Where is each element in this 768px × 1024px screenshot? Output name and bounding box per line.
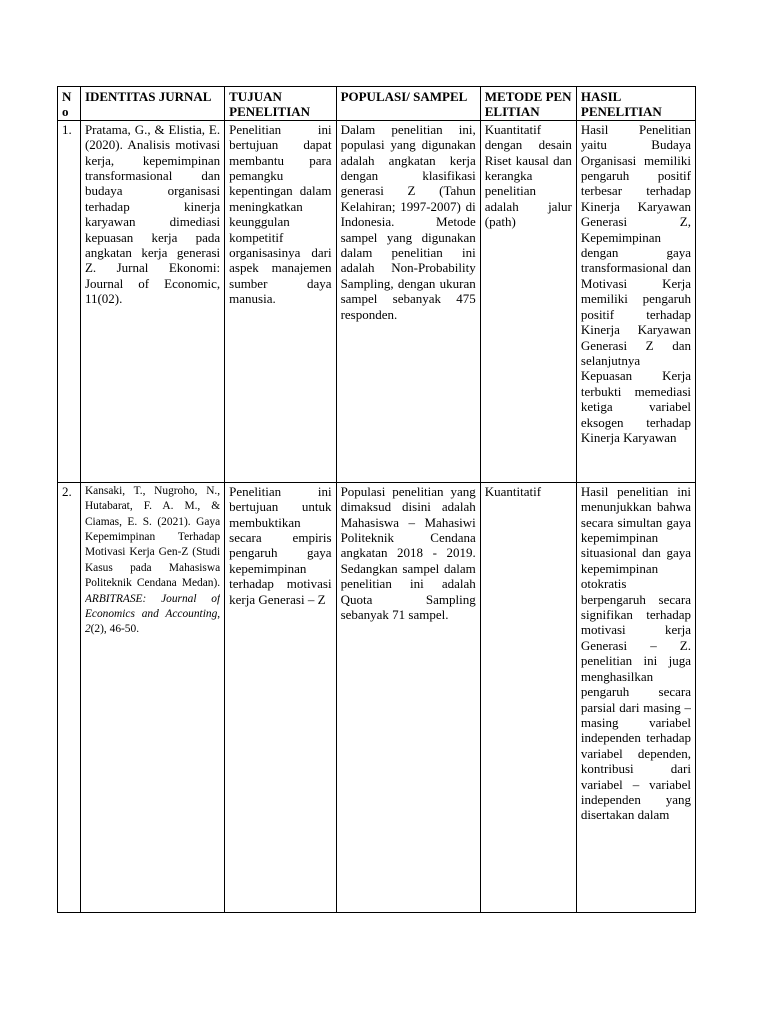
cell-identitas-jurnal	[80, 120, 224, 482]
identitas-citation	[85, 484, 220, 638]
metode-text: Kuantitatif dengan desain Riset kausal dan kerangka penelitian adalah jalur (path)	[484, 121, 572, 230]
tujuan-text: Penelitian ini bertujuan dapat membantu para pemangku kepentingan dalam meningkatkan keunggulan kompetitif organisasinya dari aspek manajemen sumber daya manusia.	[229, 121, 332, 307]
identitas-citation-tail: , 2(2), 46-50.	[84, 608, 221, 636]
cell-tujuan-penelitian	[225, 120, 336, 482]
identitas-text: Pratama, G., & Elistia, E. (2020). Analisis motivasi kerja, kepemimpinan transformasional dan budaya organisasi terhadap kinerja karyawan dimediasi kepuasan kerja pada angkatan kerja generasi Z. Jurnal Ekonomi: Journal of Economic, 11(02).	[84, 121, 221, 307]
identitas-journal-name: ARBITRASE: Journal of Economics and Accounting	[84, 592, 221, 621]
tujuan-text: Penelitian ini bertujuan untuk membuktikan secara empiris pengaruh gaya kepemimpinan terhadap motivasi kerja Generasi – Z	[229, 483, 332, 607]
journal-review-table	[57, 86, 696, 913]
header-identitas-jurnal: IDENTITAS JURNAL	[80, 87, 224, 121]
identitas-citation-main: Kansaki, T., Nugroho, N., Hutabarat, F. A. M., & Ciamas, E. S. (2021). Gaya Kepemimpinan Terhadap Motivasi Kerja Gen-Z (Studi Kasus pada Mahasiswa Politeknik Cendana Medan).	[84, 484, 221, 590]
row-number	[58, 482, 81, 912]
header-metode-penelitian: METODE PENELITIAN	[480, 87, 576, 121]
cell-hasil-penelitian	[576, 482, 695, 912]
row-number	[58, 120, 81, 482]
cell-metode-penelitian	[480, 120, 576, 482]
row-number-text: 2.	[62, 483, 72, 499]
cell-metode-penelitian	[480, 482, 576, 912]
header-no: No	[58, 87, 81, 121]
populasi-text: Dalam penelitian ini, populasi yang digunakan adalah angkatan kerja dengan klasifikasi generasi Z (Tahun Kelahiran; 1997-2007) di Indonesia. Metode sampel yang digunakan dalam penelitian ini adalah Non-Probability Sampling, dengan ukuran sampel sebanyak 475 responden.	[340, 121, 476, 322]
hasil-text: Hasil Penelitian yaitu Budaya Organisasi memiliki pengaruh positif terbesar terhadap Kinerja Karyawan Generasi Z, Kepemimpinan dengan gaya transformasional dan Motivasi Kerja memiliki pengaruh positif terhadap Kinerja Karyawan Generasi Z dan selanjutnya Kepuasan Kerja terbukti memediasi ketiga variabel eksogen terhadap Kinerja Karyawan	[580, 121, 691, 445]
cell-tujuan-penelitian	[225, 482, 336, 912]
header-populasi-sampel: POPULASI/ SAMPEL	[336, 87, 480, 121]
identitas-volume: 2	[84, 623, 91, 636]
cell-populasi-sampel	[336, 482, 480, 912]
table-row	[58, 482, 696, 912]
header-tujuan-penelitian: TUJUAN PENELITIAN	[225, 87, 336, 121]
populasi-text: Populasi penelitian yang dimaksud disini adalah Mahasiswa – Mahasiwi Politeknik Cendana angkatan 2018 - 2019. Sedangkan sampel dalam penelitian ini adalah Quota Sampling sebanyak 71 sampel.	[340, 483, 476, 623]
hasil-text: Hasil penelitian ini menunjukkan bahwa secara simultan gaya kepemimpinan situasional dan gaya kepemimpinan otokratis berpengaruh secara signifikan terhadap motivasi kerja Generasi – Z. penelitian ini juga menghasilkan pengaruh secara parsial dari masing – masing variabel independen terhadap variabel dependen, kontribusi dari variabel – variabel independen yang disertakan dalam	[580, 483, 691, 823]
metode-text: Kuantitatif	[484, 483, 542, 499]
row-number-text: 1.	[62, 121, 72, 137]
cell-hasil-penelitian	[576, 120, 695, 482]
header-hasil-penelitian: HASIL PENELITIAN	[576, 87, 695, 121]
table-row	[58, 120, 696, 482]
table-header-row	[58, 87, 696, 121]
cell-populasi-sampel	[336, 120, 480, 482]
cell-identitas-jurnal	[80, 482, 224, 912]
